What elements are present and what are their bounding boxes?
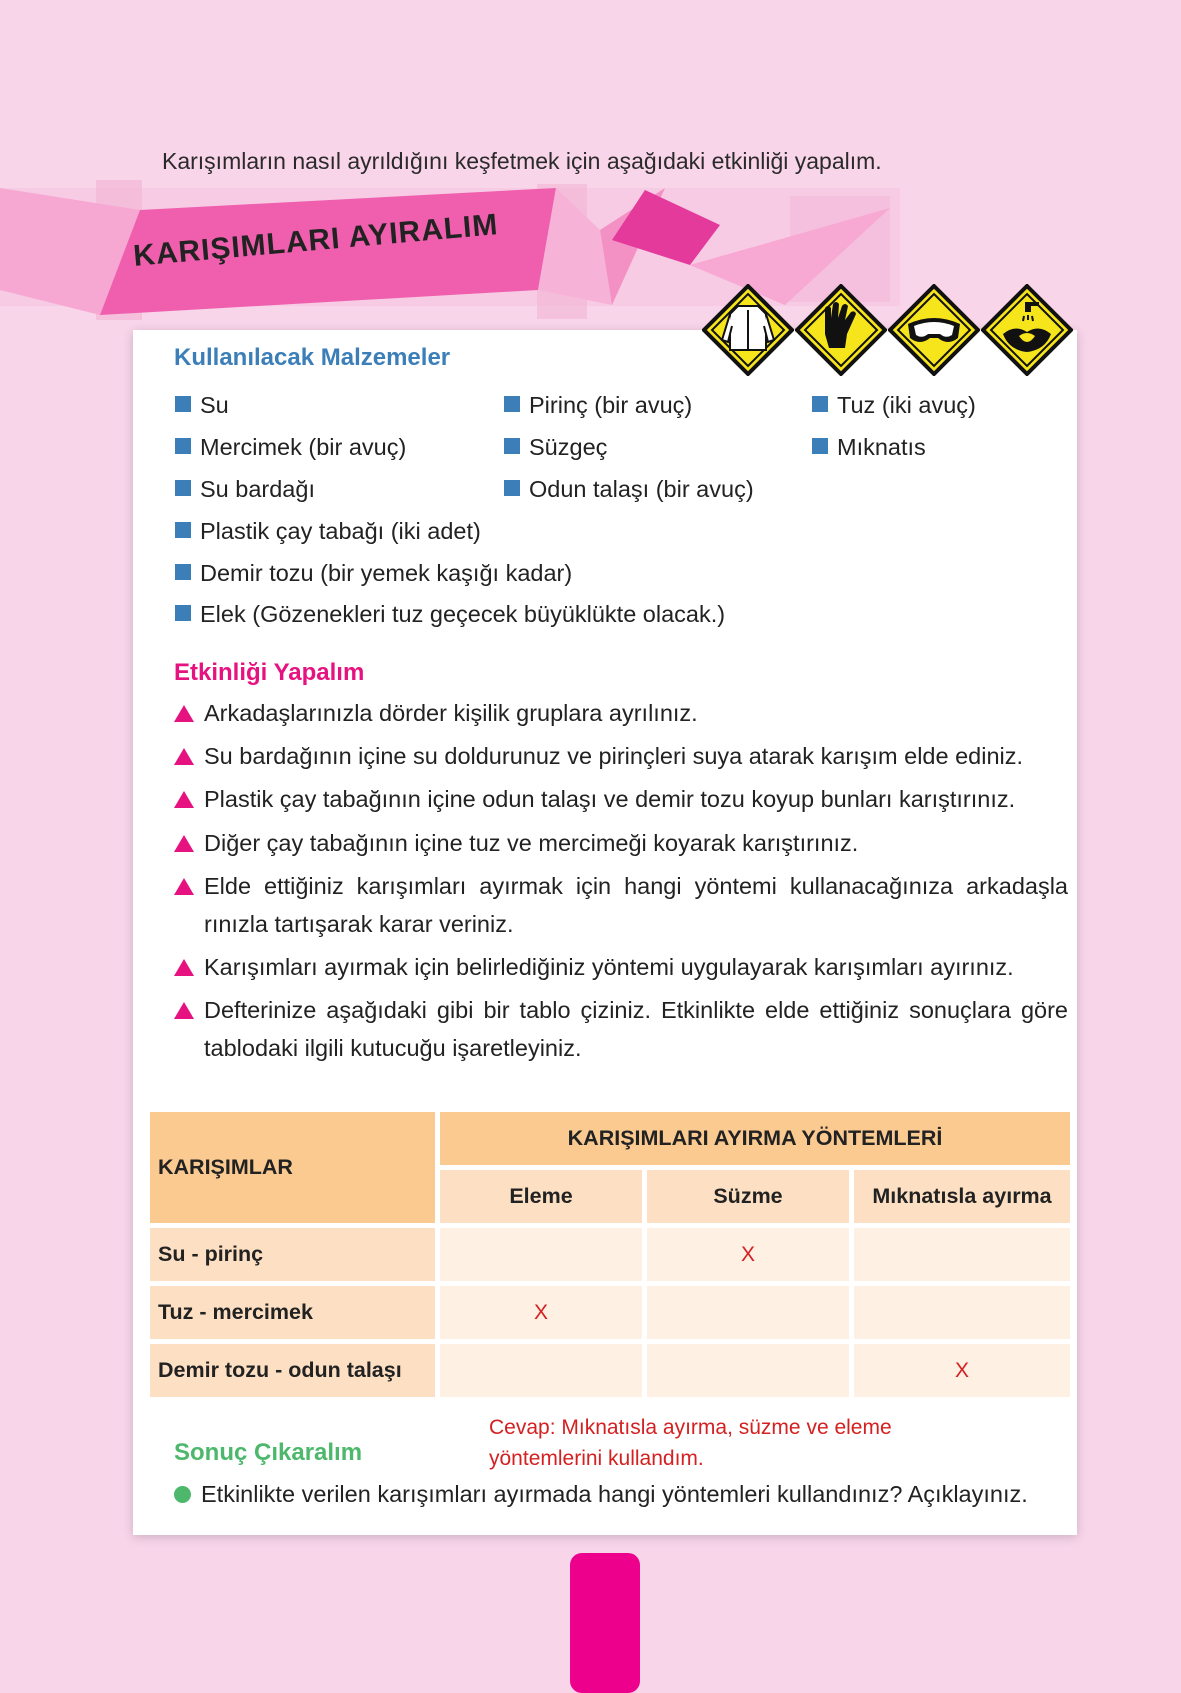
method-header: Süzme (647, 1170, 849, 1223)
bullet-square-icon (175, 480, 191, 496)
intro-text: Karışımların nasıl ayrıldığını keşfetmek için aşağıdaki etkinliği yapalım. (162, 148, 882, 174)
bullet-triangle-icon (174, 835, 194, 852)
table-cell (440, 1228, 642, 1281)
table-cell: X (647, 1228, 849, 1281)
glove-icon (795, 284, 887, 376)
hand-washing-icon (981, 284, 1073, 376)
table-row (150, 1344, 1070, 1397)
list-item: Defterinize aşağıdaki gibi bir tablo çiziniz. Etkinlikte elde ettiğiniz sonuçlara göre tablodaki ilgili kutucuğu işaretleyiniz. (174, 991, 1068, 1067)
conclusion-heading: Sonuç Çıkaralım (174, 1439, 363, 1466)
activity-heading: Etkinliği Yapalım (174, 659, 365, 686)
row-label: Tuz - mercimek (150, 1286, 435, 1339)
list-item: Demir tozu (bir yemek kaşığı kadar) (175, 560, 572, 587)
bullet-square-icon (812, 438, 828, 454)
method-header: Eleme (440, 1170, 642, 1223)
list-item: Su bardağı (175, 476, 315, 503)
banner-title: KARIŞIMLARI AYIRALIM (132, 208, 500, 273)
list-item: Plastik çay tabağı (iki adet) (175, 518, 481, 545)
materials-heading: Kullanılacak Malzemeler (174, 344, 451, 371)
list-item: Su (175, 392, 229, 419)
bullet-circle-icon (174, 1486, 191, 1503)
bullet-triangle-icon (174, 878, 194, 895)
list-item: Tuz (iki avuç) (812, 392, 976, 419)
table-cell: X (440, 1286, 642, 1339)
table-cell (854, 1228, 1070, 1281)
bullet-square-icon (175, 396, 191, 412)
group-header: KARIŞIMLARI AYIRMA YÖNTEMLERİ (440, 1112, 1070, 1165)
answer-text: Cevap: Mıknatısla ayırma, süzme ve eleme yöntemlerini kullandım. (489, 1416, 892, 1470)
bullet-square-icon (504, 480, 520, 496)
bullet-square-icon (175, 605, 191, 621)
list-item: Diğer çay tabağının içine tuz ve mercimeği koyarak karıştırınız. (174, 824, 1068, 862)
list-item: Süzgeç (504, 434, 607, 461)
conclusion-question: Etkinlikte verilen karışımları ayırmada hangi yöntemleri kullandınız? Açıklayınız. (174, 1481, 1028, 1508)
list-item: Arkadaşlarınızla dörder kişilik gruplara ayrılınız. (174, 694, 1068, 732)
list-item: Elde ettiğiniz karışımları ayırmak için hangi yöntemi kullanacağınıza arkadaşla rınızla tartışarak karar veriniz. (174, 867, 1068, 943)
bullet-square-icon (175, 438, 191, 454)
table-cell (440, 1344, 642, 1397)
list-item: Pirinç (bir avuç) (504, 392, 692, 419)
bullet-triangle-icon (174, 959, 194, 976)
row-label: Su - pirinç (150, 1228, 435, 1281)
bullet-square-icon (504, 438, 520, 454)
table-row (150, 1286, 1070, 1339)
bullet-triangle-icon (174, 791, 194, 808)
methods-table (145, 1107, 1075, 1402)
list-item: Karışımları ayırmak için belirlediğiniz yöntemi uygulayarak karışımları ayırınız. (174, 948, 1068, 986)
bullet-square-icon (175, 522, 191, 538)
page-tab (570, 1553, 640, 1693)
bullet-square-icon (812, 396, 828, 412)
bullet-square-icon (175, 564, 191, 580)
table-cell (647, 1286, 849, 1339)
bullet-triangle-icon (174, 705, 194, 722)
table-cell (647, 1344, 849, 1397)
table-row (150, 1228, 1070, 1281)
goggles-icon (888, 284, 980, 376)
list-item: Odun talaşı (bir avuç) (504, 476, 754, 503)
bullet-triangle-icon (174, 748, 194, 765)
method-header: Mıknatısla ayırma (854, 1170, 1070, 1223)
list-item: Su bardağının içine su doldurunuz ve pirinçleri suya atarak karışım elde ediniz. (174, 737, 1068, 775)
list-item: Mıknatıs (812, 434, 926, 461)
row-label: Demir tozu - odun talaşı (150, 1344, 435, 1397)
list-item: Mercimek (bir avuç) (175, 434, 406, 461)
table-cell (854, 1286, 1070, 1339)
table-cell: X (854, 1344, 1070, 1397)
bullet-square-icon (504, 396, 520, 412)
list-item: Plastik çay tabağının içine odun talaşı ve demir tozu koyup bunları karıştırınız. (174, 780, 1068, 818)
row-header: KARIŞIMLAR (150, 1112, 435, 1223)
lab-coat-icon (702, 284, 794, 376)
table-header-row (150, 1112, 1070, 1165)
list-item: Elek (Gözenekleri tuz geçecek büyüklükte olacak.) (175, 601, 725, 628)
bullet-triangle-icon (174, 1002, 194, 1019)
